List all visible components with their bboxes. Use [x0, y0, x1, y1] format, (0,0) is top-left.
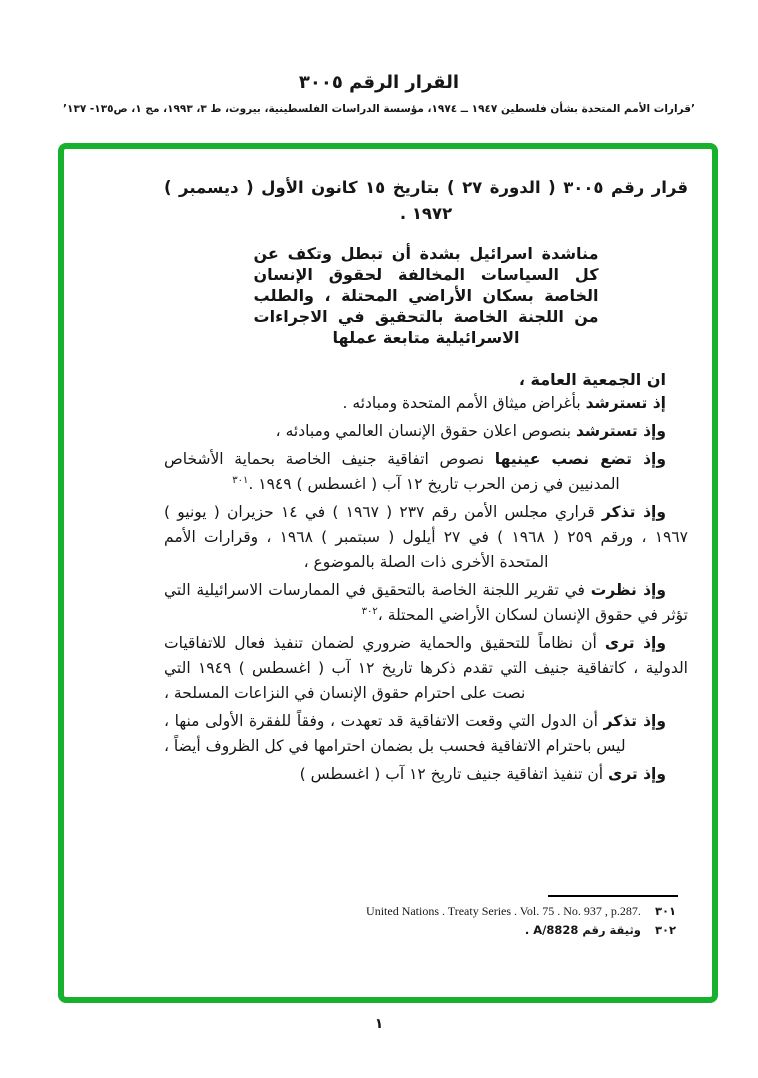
clause-text: أن تنفيذ اتفاقية جنيف تاريخ ١٢ آب ( اغسطس ) — [299, 765, 609, 783]
clause-text: قراري مجلس الأمن رقم ٢٣٧ ( ١٩٦٧ ) في ١٤ حزيران ( يونيو ) ١٩٦٧ ، ورقم ٢٥٩ ( ١٩٦٨ ) في ٢٧ أيلول ( سبتمبر ) ١٩٦٨ ، وقرارات الأمم المتحدة الأخرى ذات الصلة بالموضوع ، — [164, 503, 688, 571]
footnote-separator — [548, 895, 678, 897]
clause-guided-by-charter — [164, 391, 688, 416]
clause-special-committee-report — [164, 578, 688, 628]
page-number: ١ — [374, 1016, 384, 1032]
clause-guided-by-declaration — [164, 419, 688, 444]
clause-geneva-convention — [164, 447, 688, 497]
footnote-302 — [164, 923, 676, 937]
footnote-ref-302: ٣٠٢ — [361, 605, 378, 617]
clause-text: نصوص اتفاقية جنيف الخاصة بحماية الأشخاص المدنيين في زمن الحرب تاريخ ١٢ آب ( اغسطس ) ١٩٤٩ . — [164, 450, 620, 493]
resolution-body — [64, 149, 712, 997]
resolution-heading: قرار رقم ٣٠٠٥ ( الدورة ٢٧ ) بتاريخ ١٥ كانون الأول ( ديسمبر ) ١٩٧٢ . — [164, 178, 688, 223]
clause-text: أن نظاماً للتحقيق والحماية ضروري لضمان تنفيذ فعال للاتفاقيات الدولية ، كاتفاقية جنيف التي تقدم ذكرها تاريخ ١٢ آب ( اغسطس ) ١٩٤٩ التي نصت على احترام حقوق الإنسان في النزاعات المسلحة ، — [164, 634, 688, 702]
clause-lead: إذ تسترشد — [585, 394, 666, 412]
clause-text: بنصوص اعلان حقوق الإنسان العالمي ومبادئه ، — [275, 422, 576, 440]
footnotes-section — [164, 895, 688, 942]
clause-security-council-resolutions — [164, 500, 688, 575]
clause-lead: وإذ تضع نصب عينيها — [494, 450, 666, 468]
footnote-text: وثيقة رقم A/8828 . — [524, 923, 641, 937]
clause-implementation — [164, 762, 688, 787]
clause-lead: وإذ نظرت — [590, 581, 667, 599]
clause-lead: وإذ تذكر — [601, 503, 666, 521]
resolution-subject: مناشدة اسرائيل بشدة أن تبطل وتكف عن كل السياسات المخالفة لحقوق الإنسان الخاصة بسكان الأراضي المحتلة ، والطلب من اللجنة الخاصة بالتحقيق في الاجراءات الاسرائيلية متابعة عملها — [253, 244, 599, 347]
clause-lead: وإذ تذكر — [603, 712, 667, 730]
footnote-marker: ٣٠١ — [654, 904, 676, 918]
clause-lead: وإذ ترى — [608, 765, 666, 783]
footnote-text: United Nations . Treaty Series . Vol. 75 . No. 937 , p.287. — [366, 904, 641, 918]
clause-lead: وإذ تسترشد — [575, 422, 666, 440]
content-frame — [58, 143, 718, 1003]
footnote-marker: ٣٠٢ — [654, 923, 676, 937]
clause-text: بأغراض ميثاق الأمم المتحدة ومبادئه . — [342, 394, 586, 412]
footnote-301 — [164, 904, 676, 918]
clause-investigation-system — [164, 631, 688, 706]
page-title: القرار الرقم ٣٠٠٥ — [298, 72, 460, 93]
footnote-ref-301: ٣٠١ — [232, 474, 249, 486]
assembly-line: ان الجمعية العامة ، — [518, 370, 666, 389]
clause-lead: وإذ ترى — [604, 634, 667, 652]
clause-states-undertaking — [164, 709, 688, 759]
source-citation: ’قرارات الأمم المتحدة بشأن فلسطين ١٩٤٧ ــ ١٩٧٤، مؤسسة الدراسات الفلسطينية، بيروت، ط ٣، ١٩٩٣، مج ١، ص١٣٥- ١٣٧’ — [63, 103, 695, 115]
clause-text: في تقرير اللجنة الخاصة بالتحقيق في الممارسات الاسرائيلية التي تؤثر في حقوق الإنسان لسكان الأراضي المحتلة ، — [164, 581, 688, 624]
clause-text: أن الدول التي وقعت الاتفاقية قد تعهدت ، وفقاً للفقرة الأولى منها ، ليس باحترام الاتفاقية فحسب بل بضمان احترامها في كل الظروف أيضاً ، — [164, 712, 626, 755]
